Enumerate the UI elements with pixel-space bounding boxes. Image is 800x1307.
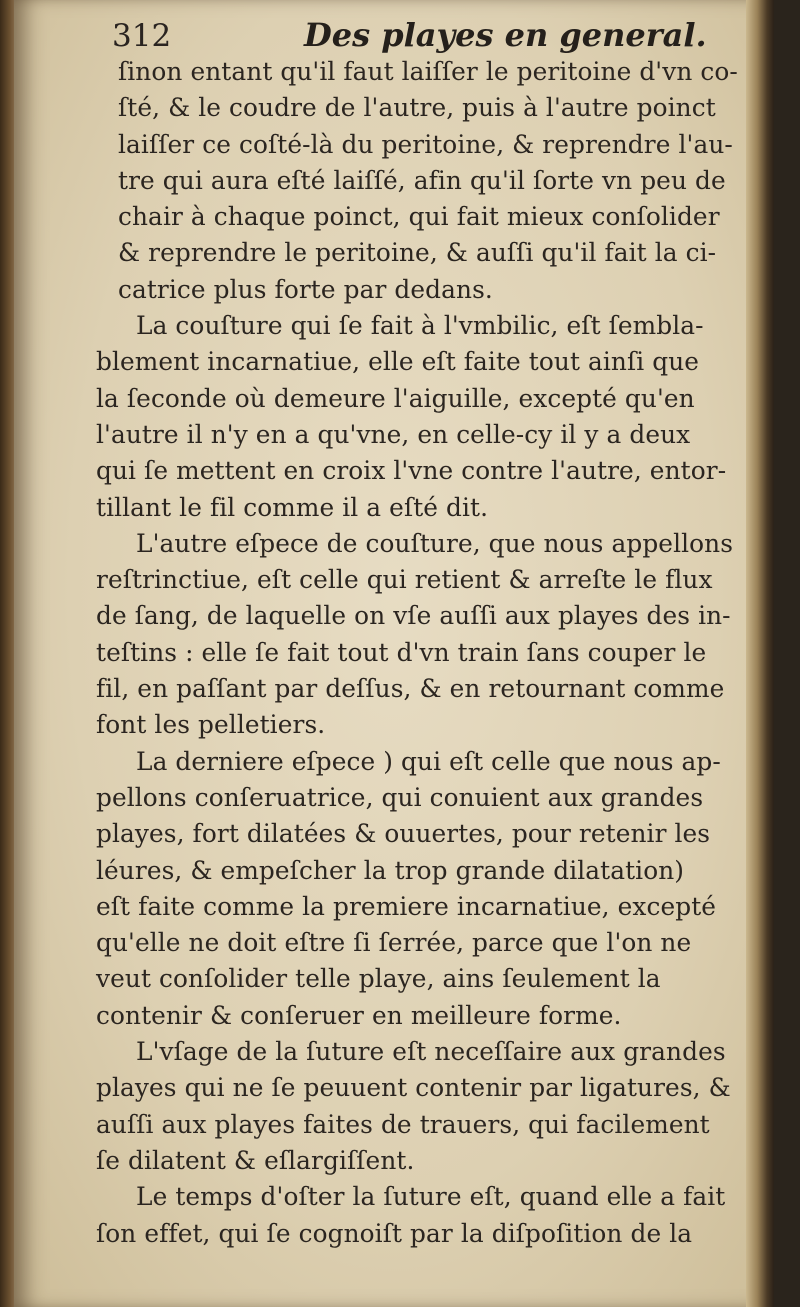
text-line: ſinon entant qu'il faut laiſſer le peritoine d'vn co- (118, 57, 738, 86)
page-number: 312 (112, 18, 172, 54)
page-header (108, 14, 748, 58)
text-line: eſt faite comme la premiere incarnatiue, excepté (96, 891, 717, 921)
text-line: veut conſolider telle playe, ains ſeulement la (96, 964, 661, 994)
text-line: contenir & conſeruer en meilleure forme. (96, 1000, 622, 1030)
text-line: teſtins : elle ſe fait tout d'vn train ſans couper le (96, 637, 707, 667)
text-line: auſſi aux playes faites de trauers, qui facilement (96, 1109, 710, 1139)
text-line: léures, & empeſcher la trop grande dilatation) (96, 855, 685, 885)
text-line: qui ſe mettent en croix l'vne contre l'autre, entor- (96, 456, 727, 486)
text-line: playes, fort dilatées & ouuertes, pour retenir les (96, 819, 711, 849)
text-line: qu'elle ne doit eſtre ſi ſerrée, parce que l'on ne (96, 928, 692, 958)
text-line: ſe dilatent & eſlargiſſent. (96, 1145, 415, 1175)
text-line: blement incarnatiue, elle eſt faite tout ainſi que (96, 347, 700, 377)
text-line: laiſſer ce coſté-là du peritoine, & reprendre l'au- (118, 129, 733, 159)
text-line: ſté, & le coudre de l'autre, puis à l'autre poinct (118, 93, 716, 123)
body-text (96, 54, 760, 1252)
paragraph-start-line: Le temps d'oſter la ſuture eſt, quand elle a fait (136, 1182, 726, 1212)
text-line: la ſeconde où demeure l'aiguille, excepté qu'en (96, 383, 695, 413)
paragraph-start-line: La couſture qui ſe fait à l'vmbilic, eſt ſembla- (136, 311, 704, 341)
text-line: catrice plus forte par dedans. (118, 274, 493, 304)
running-head: Des playes en general. (304, 16, 707, 54)
text-line: ſon effet, qui ſe cognoiſt par la diſpoſition de la (96, 1218, 693, 1248)
text-line: tre qui aura eſté laiſſé, afin qu'il ſorte vn peu de (118, 165, 726, 195)
paragraph-start-line: La derniere eſpece ) qui eſt celle que nous ap- (136, 746, 721, 776)
text-line: font les pelletiers. (96, 710, 326, 740)
text-line: reſtrinctiue, eſt celle qui retient & arreſte le flux (96, 565, 713, 595)
paragraph-start-line: L'autre eſpece de couſture, que nous appellons (136, 528, 734, 558)
text-line: de ſang, de laquelle on vſe auſſi aux playes des in- (96, 601, 731, 631)
text-line: chair à chaque poinct, qui fait mieux conſolider (118, 202, 720, 232)
text-line: fil, en paſſant par deſſus, & en retournant comme (96, 674, 725, 704)
text-line: playes qui ne ſe peuuent contenir par ligatures, & (96, 1073, 731, 1103)
paragraph-start-line: L'vſage de la ſuture eſt neceſſaire aux grandes (136, 1037, 726, 1067)
text-line: pellons conſeruatrice, qui conuient aux grandes (96, 782, 704, 812)
text-line: tillant le fil comme il a eſté dit. (96, 492, 489, 522)
text-line: & reprendre le peritoine, & auſſi qu'il fait la ci- (118, 238, 717, 268)
text-line: l'autre il n'y en a qu'vne, en celle-cy il y a deux (96, 419, 691, 449)
